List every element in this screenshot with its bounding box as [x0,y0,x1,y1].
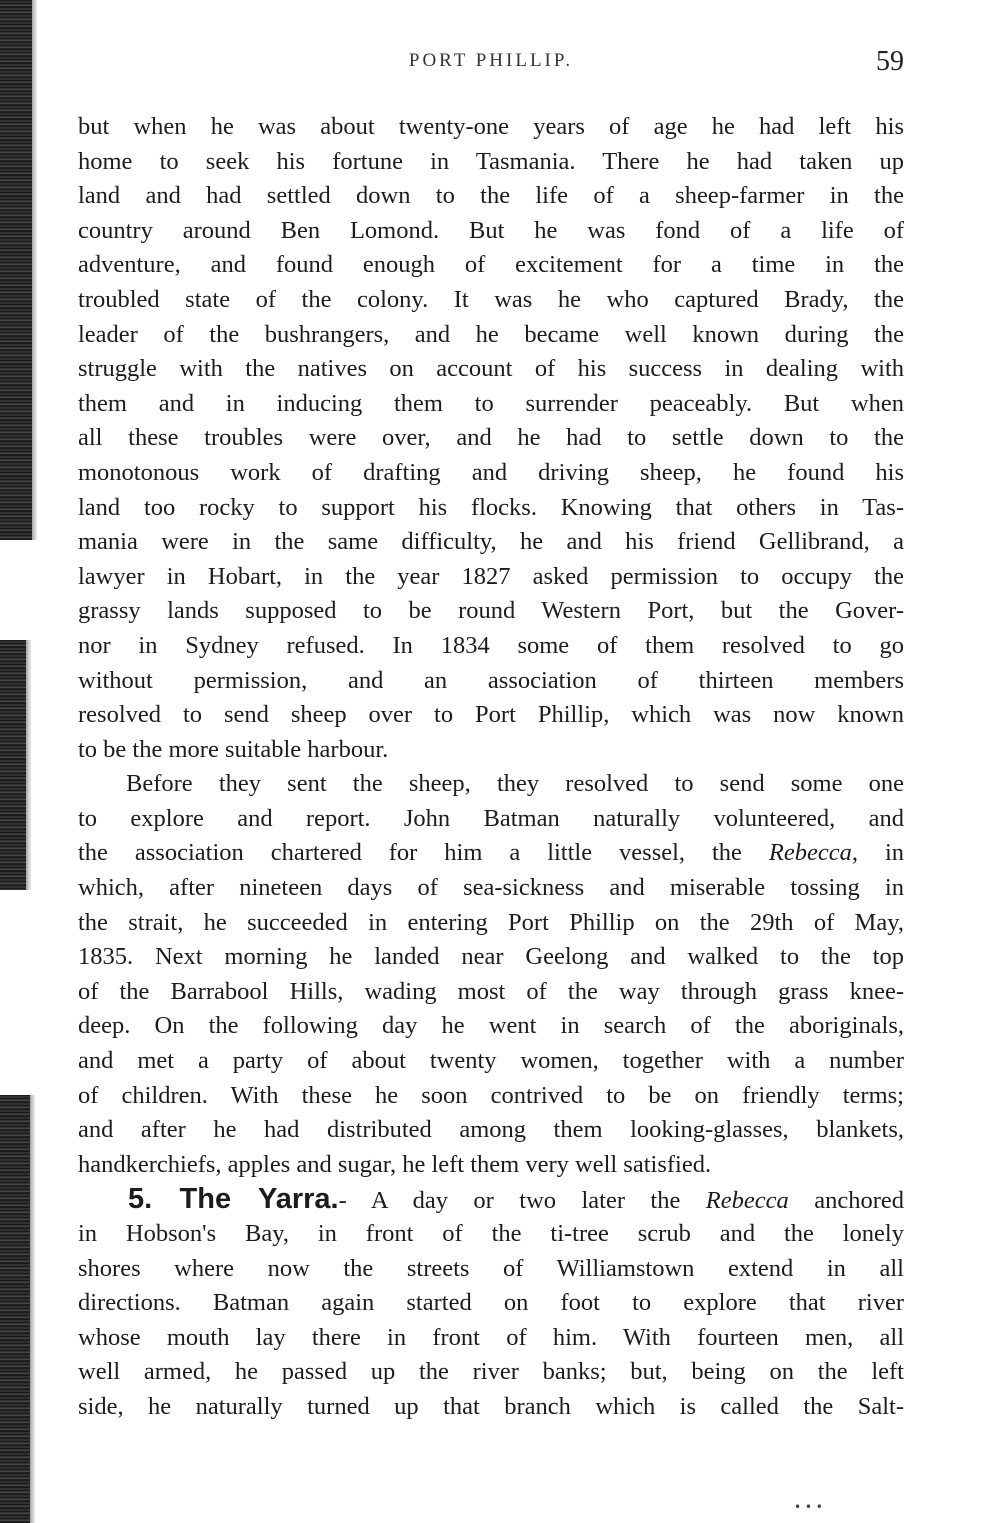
text-line: but when he was about twenty-one years of age he had left his [78,113,904,140]
text-line: to be the more suitable harbour. [78,735,389,763]
footer-specks: • • • [794,1500,823,1514]
text-segment: anchored [788,1187,904,1215]
text-line: nor in Sydney refused. In 1834 some of them resolved to go [78,631,904,659]
text-line: resolved to send sheep over to Port Phillip, which was now known [78,701,904,729]
text-line: Before they sent the sheep, they resolved to send some one [126,770,904,798]
text-line: struggle with the natives on account of his success in dealing with [78,355,904,383]
text-line: 1835. Next morning he landed near Geelong and walked to the top [78,943,904,971]
binding-shadow-bottom [0,1095,30,1523]
page-body [78,110,904,1425]
running-head [78,46,904,90]
text-line: monotonous work of drafting and driving sheep, he found his [78,458,904,486]
text-line: of children. With these he soon contrived to be on friendly terms; [78,1081,904,1109]
vessel-name: Rebecca [768,839,852,867]
text-line: home to seek his fortune in Tasmania. There he had taken up [78,147,904,175]
text-line [78,836,904,871]
paragraph-continued [78,110,904,767]
text-line: them and in inducing them to surrender peaceably. But when [78,389,904,417]
text-line: deep. On the following day he went in search of the aboriginals, [78,1012,904,1040]
text-line: in Hobson's Bay, in front of the ti-tree scrub and the lonely [78,1220,904,1247]
text-line: adventure, and found enough of excitement for a time in the [78,251,904,279]
section-heading: 5. The Yarra. [128,1183,339,1216]
text-line: shores where now the streets of Williamstown extend in all [78,1254,904,1282]
text-line: land and had settled down to the life of a sheep-farmer in the [78,182,904,210]
text-segment: - A day or two later the [338,1187,706,1215]
text-line: leader of the bushrangers, and he became well known during the [78,320,904,348]
text-line: to explore and report. John Batman naturally volunteered, and [78,804,904,832]
text-line: the strait, he succeeded in entering Port Phillip on the 29th of May, [78,908,904,936]
text-line: land too rocky to support his flocks. Knowing that others in Tas- [78,493,904,521]
text-line [78,1182,904,1217]
text-line: mania were in the same difficulty, he and his friend Gellibrand, a [78,528,904,556]
paragraph-batman-voyage [78,767,904,1182]
text-line: country around Ben Lomond. But he was fond of a life of [78,216,904,244]
binding-shadow-top [0,0,32,540]
text-line: handkerchiefs, apples and sugar, he left them very well satisfied. [78,1150,712,1178]
text-line: well armed, he passed up the river banks; but, being on the left [78,1358,904,1386]
text-line: all these troubles were over, and he had to settle down to the [78,424,904,452]
text-line: whose mouth lay there in front of him. With fourteen men, all [78,1323,904,1351]
text-line: grassy lands supposed to be round Western Port, but the Gover- [78,597,904,625]
text-line: troubled state of the colony. It was he who captured Brady, the [78,285,904,313]
text-line: of the Barrabool Hills, wading most of the way through grass knee- [78,977,904,1005]
text-line: and met a party of about twenty women, together with a number [78,1047,904,1075]
page-number: 59 [876,46,904,77]
vessel-name: Rebecca [705,1187,789,1215]
text-line: lawyer in Hobart, in the year 1827 asked permission to occupy the [78,562,904,590]
section-the-yarra [78,1182,904,1424]
text-line: without permission, and an association of thirteen members [78,666,904,694]
text-segment: , in [851,839,904,867]
text-line: directions. Batman again started on foot to explore that river [78,1289,904,1317]
text-line: which, after nineteen days of sea-sickness and miserable tossing in [78,874,904,902]
binding-shadow-middle [0,640,26,890]
text-segment: the association chartered for him a little vessel, the [78,839,769,867]
text-line: side, he naturally turned up that branch which is called the Salt- [78,1392,904,1420]
text-line: and after he had distributed among them looking-glasses, blankets, [78,1116,904,1144]
running-title: PORT PHILLIP. [408,50,574,71]
